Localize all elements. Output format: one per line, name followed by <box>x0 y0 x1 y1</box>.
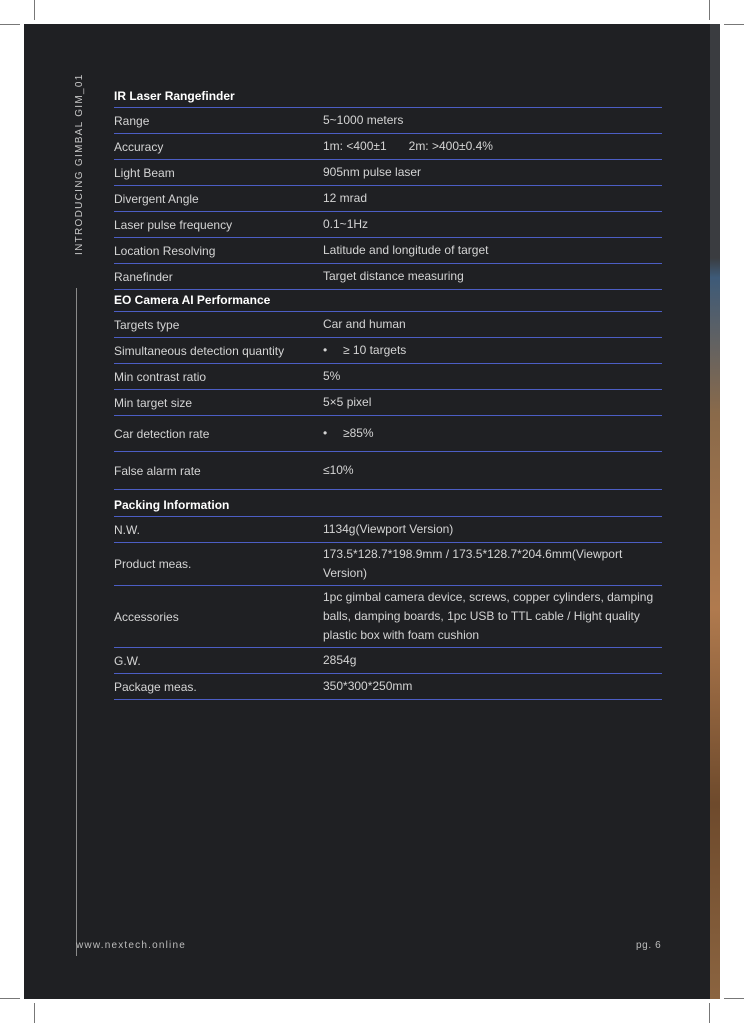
spec-page <box>24 24 710 999</box>
section-title-packing: Packing Information <box>114 490 662 517</box>
spec-key: Package meas. <box>114 679 197 694</box>
spec-value: 5~1000 meters <box>323 113 404 127</box>
spec-row <box>114 212 662 238</box>
spec-row <box>114 264 662 290</box>
spec-key: Product meas. <box>114 557 192 571</box>
spec-key: Range <box>114 113 150 128</box>
crop-mark <box>34 1003 35 1023</box>
spec-key: False alarm rate <box>114 463 201 478</box>
spec-value: 173.5*128.7*198.9mm / 173.5*128.7*204.6mm(Viewport Version) <box>323 547 623 580</box>
spec-key: Car detection rate <box>114 426 210 441</box>
spec-row <box>114 134 662 160</box>
spec-key: Min contrast ratio <box>114 369 207 384</box>
spec-row <box>114 543 662 586</box>
spec-row <box>114 364 662 390</box>
spec-key: Targets type <box>114 317 180 332</box>
spec-value: 905nm pulse laser <box>323 165 422 179</box>
spec-row <box>114 238 662 264</box>
spec-value <box>323 137 662 156</box>
section-title-eo: EO Camera AI Performance <box>114 290 662 312</box>
spec-key: Min target size <box>114 395 193 410</box>
spec-key: Laser pulse frequency <box>114 217 233 232</box>
bullet-icon: • <box>323 343 328 357</box>
spec-row <box>114 312 662 338</box>
footer-page-number: pg. 6 <box>636 940 662 951</box>
section-title-laser: IR Laser Rangefinder <box>114 86 662 108</box>
spec-key: Divergent Angle <box>114 191 199 206</box>
bleed-image-strip <box>710 24 720 999</box>
crop-mark <box>724 24 744 25</box>
accuracy-value-b: 2m: >400±0.4% <box>408 139 493 153</box>
spec-row <box>114 452 662 490</box>
spec-value: 1pc gimbal camera device, screws, copper cylinders, damping balls, damping boards, 1pc USB to TTL cable / Hight quality plastic box with foam cushion <box>323 590 654 642</box>
crop-mark <box>34 0 35 20</box>
spec-row <box>114 586 662 648</box>
spec-value: 0.1~1Hz <box>323 217 369 231</box>
spec-row <box>114 160 662 186</box>
spec-value: 5×5 pixel <box>323 395 372 409</box>
spec-key: Location Resolving <box>114 243 216 258</box>
spec-key: Ranefinder <box>114 269 173 284</box>
bullet-icon: • <box>323 426 328 440</box>
spec-row <box>114 338 662 364</box>
spec-value: Latitude and longitude of target <box>323 243 489 257</box>
crop-mark <box>724 998 744 999</box>
spec-value: 5% <box>323 369 341 383</box>
footer-website: www.nextech.online <box>76 940 186 951</box>
spec-row <box>114 390 662 416</box>
spec-row <box>114 186 662 212</box>
spec-row <box>114 416 662 452</box>
detection-quantity-value: ≥ 10 targets <box>343 343 407 357</box>
spec-value <box>323 341 662 360</box>
spec-value: 350*300*250mm <box>323 679 413 693</box>
spec-key: Simultaneous detection quantity <box>114 343 285 358</box>
spec-key: Light Beam <box>114 165 175 180</box>
spec-value: Target distance measuring <box>323 269 464 283</box>
spec-table <box>114 86 662 700</box>
spec-row <box>114 674 662 700</box>
car-detection-value: ≥85% <box>343 426 374 440</box>
spec-row <box>114 648 662 674</box>
crop-mark <box>709 1003 710 1023</box>
crop-mark <box>0 24 20 25</box>
spec-key: Accessories <box>114 609 179 624</box>
spec-key: N.W. <box>114 522 140 537</box>
spec-key: Accuracy <box>114 139 164 154</box>
side-rule <box>76 288 77 956</box>
spec-value: ≤10% <box>323 463 354 477</box>
crop-mark <box>0 998 20 999</box>
spec-value <box>323 424 662 443</box>
side-label: INTRODUCING GIMBAL GIM_01 <box>74 73 85 255</box>
accuracy-value-a: 1m: <400±1 <box>323 139 387 153</box>
spec-value: 12 mrad <box>323 191 368 205</box>
spec-row <box>114 108 662 134</box>
crop-mark <box>709 0 710 20</box>
spec-value: Car and human <box>323 317 406 331</box>
spec-value: 2854g <box>323 653 357 667</box>
spec-value: 1134g(Viewport Version) <box>323 522 454 536</box>
spec-row <box>114 517 662 543</box>
spec-key: G.W. <box>114 653 141 668</box>
